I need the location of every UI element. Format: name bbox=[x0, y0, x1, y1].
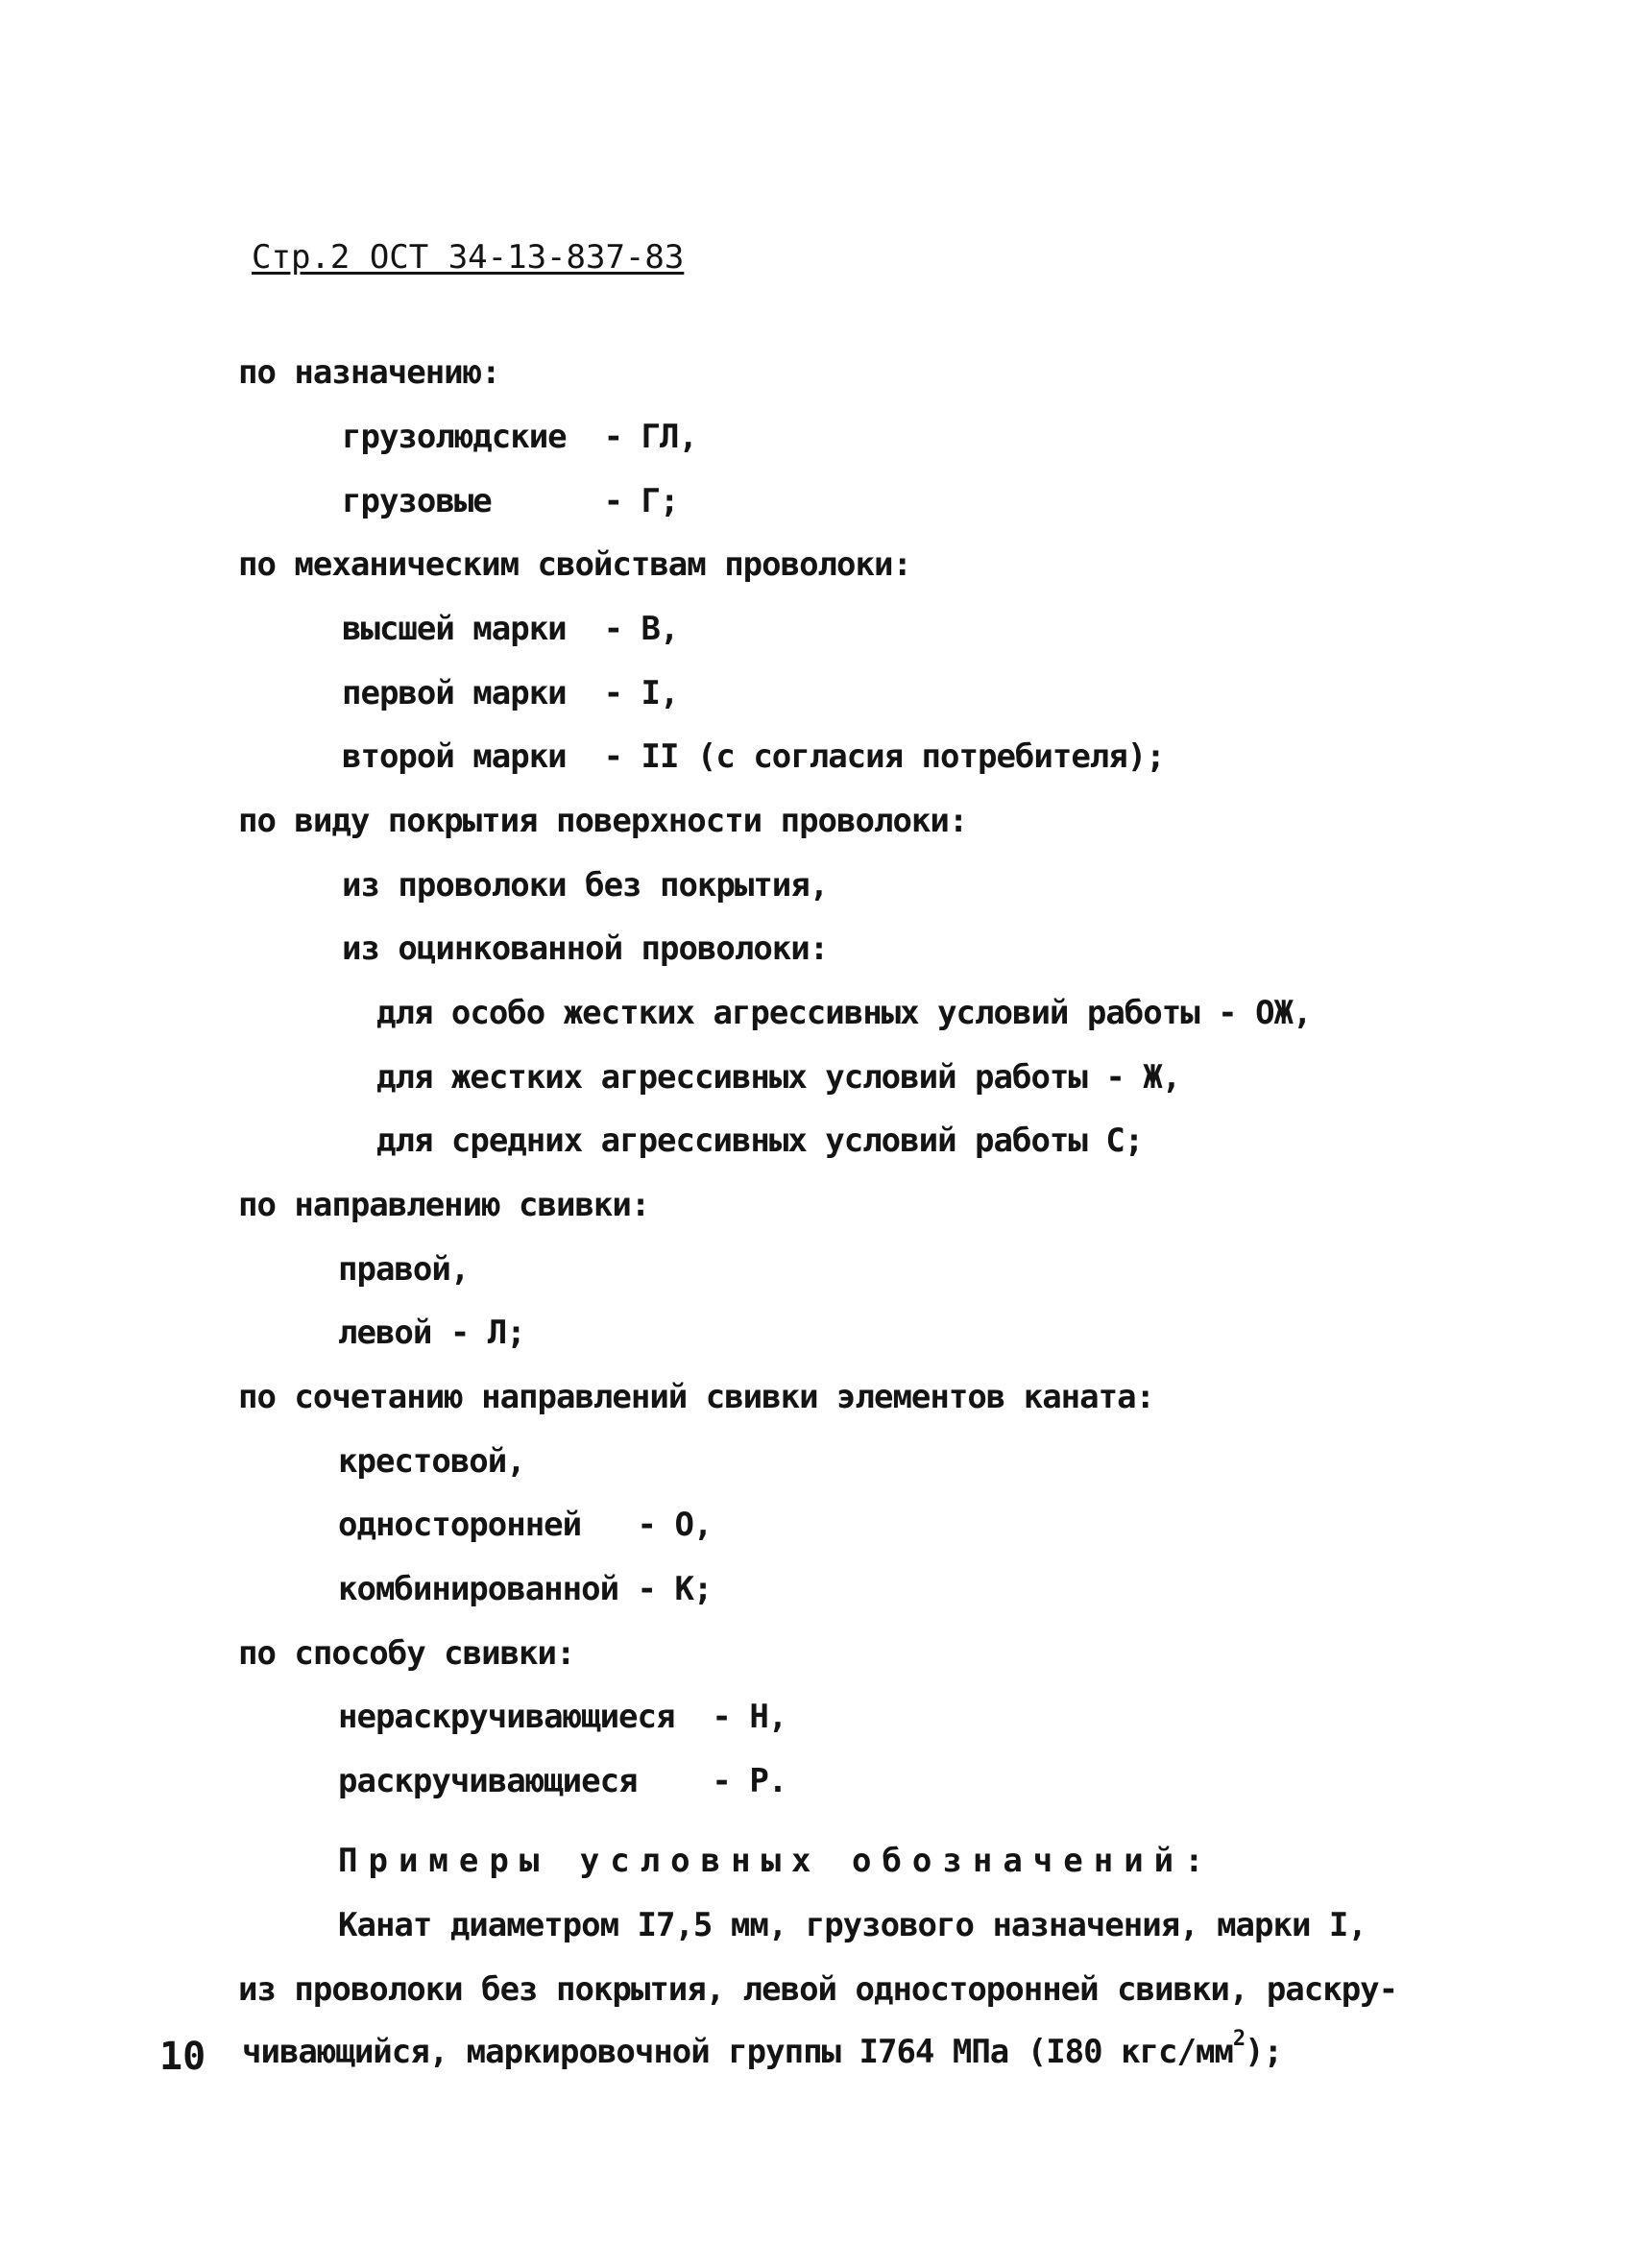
text-line: по виду покрытия поверхности проволоки: bbox=[238, 802, 968, 840]
text-line: нераскручивающиеся - Н, bbox=[338, 1698, 787, 1736]
text-line: для особо жестких агрессивных условий работы - ОЖ, bbox=[376, 994, 1312, 1032]
text-line: крестовой, bbox=[338, 1442, 525, 1481]
text-line: по сочетанию направлений свивки элементов каната: bbox=[238, 1378, 1155, 1416]
text-line: Канат диаметром I7,5 мм, грузового назначения, марки I, bbox=[338, 1906, 1367, 1944]
text-line: высшей марки - В, bbox=[342, 610, 679, 648]
text-line: комбинированной - К; bbox=[338, 1570, 713, 1608]
page-header: Стр.2 ОСТ 34-13-837-83 bbox=[252, 238, 685, 277]
text-line-end: ); bbox=[1245, 2033, 1283, 2071]
examples-heading: Примеры условных обозначений: bbox=[338, 1842, 1215, 1880]
text-line bbox=[242, 2027, 1283, 2071]
text-line: первой марки - I, bbox=[342, 674, 679, 712]
text-line: по направлению свивки: bbox=[238, 1186, 650, 1224]
text-line: второй марки - II (с согласия потребителя); bbox=[342, 737, 1165, 776]
text-line: по назначению: bbox=[238, 353, 500, 392]
text-line: левой - Л; bbox=[338, 1314, 525, 1352]
text-line: из проволоки без покрытия, левой односторонней свивки, раскру- bbox=[238, 1970, 1398, 2009]
text-line: из проволоки без покрытия, bbox=[342, 866, 829, 905]
text-line: по механическим свойствам проволоки: bbox=[238, 545, 911, 584]
text-line: односторонней - О, bbox=[338, 1506, 713, 1544]
text-line: грузолюдские - ГЛ, bbox=[342, 418, 697, 456]
text-line: грузовые - Г; bbox=[342, 482, 679, 520]
text-line-main: чивающийся, маркировочной группы I764 МПа (I80 кгс/мм bbox=[242, 2033, 1233, 2071]
text-line: для жестких агрессивных условий работы - Ж, bbox=[376, 1058, 1181, 1097]
text-line: для средних агрессивных условий работы С; bbox=[376, 1122, 1144, 1160]
text-line: из оцинкованной проволоки: bbox=[342, 929, 829, 968]
superscript: 2 bbox=[1232, 2027, 1246, 2051]
text-line: по способу свивки: bbox=[238, 1634, 575, 1673]
page-number: 10 bbox=[159, 2035, 206, 2079]
text-line: раскручивающиеся - Р. bbox=[338, 1762, 787, 1800]
text-line: правой, bbox=[338, 1250, 470, 1289]
